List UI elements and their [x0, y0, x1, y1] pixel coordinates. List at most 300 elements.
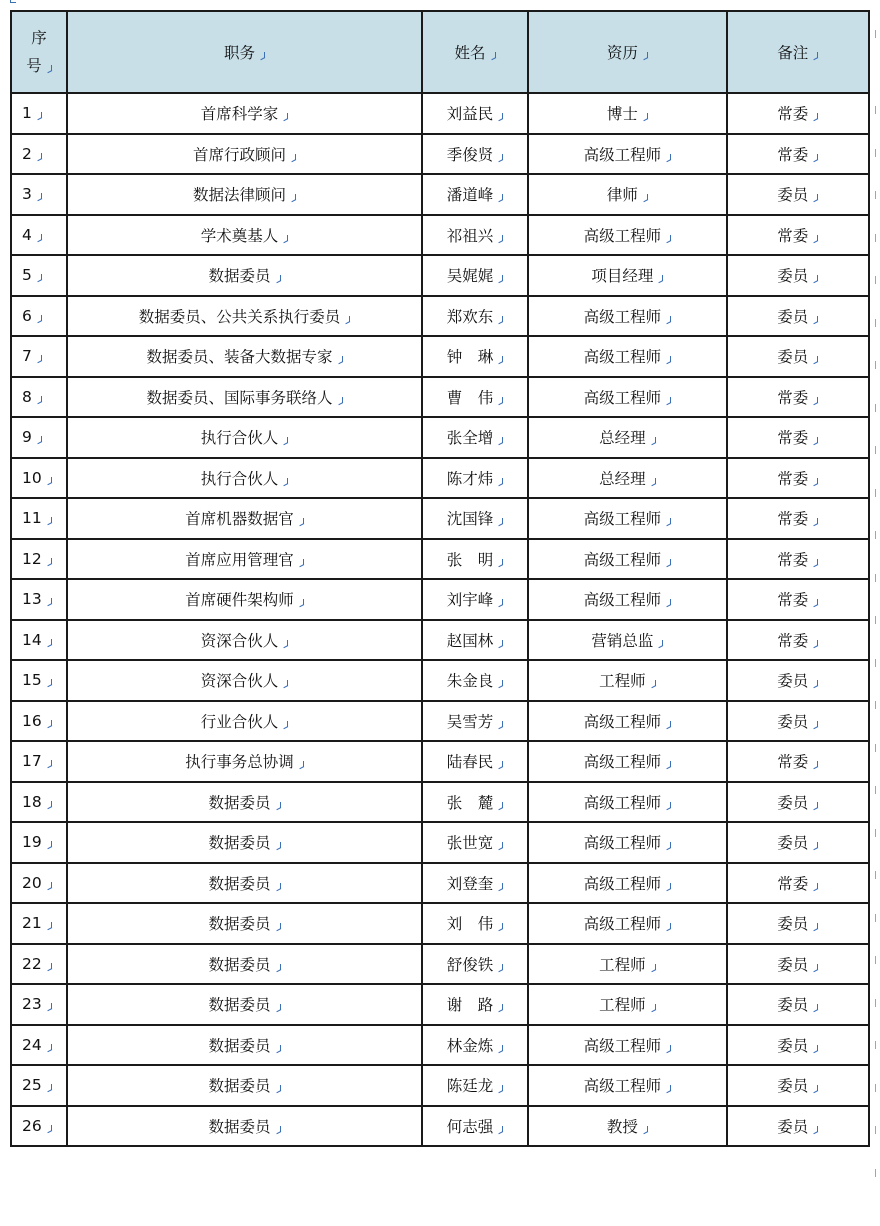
table-row [11, 296, 869, 337]
cell-num [11, 660, 67, 701]
cell-name [422, 1106, 528, 1147]
cell-name-text: 林金炼 [446, 1036, 494, 1055]
edge-mark-icon [875, 786, 876, 794]
cell-note-text: 委员 [777, 996, 809, 1015]
paragraph-mark-icon [665, 923, 671, 930]
edge-mark-icon [875, 106, 876, 114]
cell-num [11, 1106, 67, 1147]
cell-role-text: 数据委员 [208, 1117, 271, 1136]
cell-role [67, 944, 422, 985]
paragraph-mark-icon [497, 478, 503, 485]
cell-note [727, 296, 869, 337]
edge-mark-icon [875, 1169, 876, 1177]
table-row [11, 1106, 869, 1147]
paragraph-mark-icon [650, 964, 656, 971]
edge-mark-icon [875, 489, 876, 497]
cell-note-text: 委员 [777, 793, 809, 812]
cell-qualification-text: 高级工程师 [583, 307, 662, 326]
paragraph-mark-icon [650, 478, 656, 485]
paragraph-mark-icon [497, 680, 503, 687]
cell-role [67, 174, 422, 215]
table-row [11, 903, 869, 944]
cell-role [67, 782, 422, 823]
cell-role [67, 822, 422, 863]
cell-name-text: 陈廷龙 [446, 1077, 494, 1096]
cell-role [67, 336, 422, 377]
cell-num-text: 18 [22, 792, 42, 811]
cell-note [727, 660, 869, 701]
cell-note-text: 常委 [777, 591, 809, 610]
cell-name-text: 赵国林 [446, 631, 494, 650]
paragraph-mark-icon [812, 518, 818, 525]
cell-qualification [528, 134, 726, 175]
cell-name-text: 季俊贤 [446, 145, 494, 164]
cell-qualification-text: 高级工程师 [583, 834, 662, 853]
paragraph-mark-icon [46, 720, 52, 727]
cell-name-text: 吴娓娓 [446, 267, 494, 286]
cell-name-text: 舒俊铁 [446, 955, 494, 974]
table-row [11, 458, 869, 499]
cell-name [422, 174, 528, 215]
cell-role-text: 数据委员 [208, 996, 271, 1015]
paragraph-mark-icon [497, 559, 503, 566]
paragraph-mark-icon [812, 923, 818, 930]
paragraph-mark-icon [812, 640, 818, 647]
cell-qualification [528, 174, 726, 215]
header-name-label: 姓名 [454, 44, 486, 62]
paragraph-mark-icon [298, 761, 304, 768]
paragraph-mark-icon [282, 437, 288, 444]
table-row [11, 1025, 869, 1066]
cell-qualification [528, 336, 726, 377]
header-num-line2: 号 [26, 57, 42, 75]
table-row [11, 863, 869, 904]
paragraph-mark-icon [46, 639, 52, 646]
cell-name [422, 944, 528, 985]
edge-mark-icon [875, 531, 876, 539]
cell-num [11, 620, 67, 661]
paragraph-mark-icon [46, 801, 52, 808]
table-row [11, 741, 869, 782]
cell-note [727, 984, 869, 1025]
cell-num-text: 6 [22, 306, 32, 325]
paragraph-mark-icon [275, 842, 281, 849]
paragraph-mark-icon [665, 721, 671, 728]
paragraph-mark-icon [46, 477, 52, 484]
cell-note-text: 常委 [777, 550, 809, 569]
cell-role [67, 296, 422, 337]
cell-qualification [528, 903, 726, 944]
cell-role [67, 863, 422, 904]
cell-note [727, 782, 869, 823]
cell-num-text: 7 [22, 347, 32, 366]
cell-qualification [528, 93, 726, 134]
cell-qualification-text: 高级工程师 [583, 226, 662, 245]
cell-note-text: 常委 [777, 469, 809, 488]
paragraph-mark-icon [46, 922, 52, 929]
paragraph-mark-icon [812, 52, 818, 59]
cell-name-text: 张世宽 [446, 834, 494, 853]
cell-qualification [528, 215, 726, 256]
cell-qualification-text: 高级工程师 [583, 348, 662, 367]
table-row [11, 822, 869, 863]
cell-name-text: 陈才炜 [446, 469, 494, 488]
cell-qualification [528, 701, 726, 742]
cell-qualification-text: 博士 [606, 105, 638, 124]
edge-mark-icon [875, 276, 876, 284]
cell-num-text: 23 [22, 995, 42, 1014]
header-note [727, 11, 869, 93]
cell-role [67, 984, 422, 1025]
cell-name [422, 1025, 528, 1066]
paragraph-mark-icon [298, 559, 304, 566]
paragraph-mark-icon [46, 1003, 52, 1010]
cell-role [67, 1065, 422, 1106]
cell-num-text: 19 [22, 833, 42, 852]
paragraph-mark-icon [490, 52, 496, 59]
paragraph-mark-icon [812, 883, 818, 890]
cell-num [11, 296, 67, 337]
paragraph-mark-icon [812, 316, 818, 323]
cell-role [67, 255, 422, 296]
table-row [11, 134, 869, 175]
cell-note-text: 常委 [777, 510, 809, 529]
cell-num-text: 21 [22, 914, 42, 933]
cell-role-text: 首席应用管理官 [185, 550, 294, 569]
paragraph-mark-icon [665, 1085, 671, 1092]
paragraph-mark-icon [665, 1045, 671, 1052]
cell-qualification-text: 总经理 [599, 469, 646, 488]
cell-role-text: 行业合伙人 [200, 712, 279, 731]
paragraph-mark-icon [812, 356, 818, 363]
cell-qualification [528, 296, 726, 337]
paragraph-mark-icon [282, 680, 288, 687]
paragraph-mark-icon [46, 598, 52, 605]
cell-note [727, 134, 869, 175]
cell-num-text: 12 [22, 549, 42, 568]
cell-name-text: 潘道峰 [446, 186, 494, 205]
cell-num-text: 9 [22, 428, 32, 447]
paragraph-mark-icon [46, 1125, 52, 1132]
paragraph-mark-icon [344, 316, 350, 323]
paragraph-mark-icon [36, 112, 42, 119]
cell-note-text: 委员 [777, 1117, 809, 1136]
paragraph-mark-icon [36, 396, 42, 403]
anchor-mark [10, 0, 16, 3]
paragraph-mark-icon [275, 1126, 281, 1133]
edge-mark-icon [875, 234, 876, 242]
paragraph-mark-icon [290, 194, 296, 201]
paragraph-mark-icon [812, 113, 818, 120]
paragraph-mark-icon [36, 234, 42, 241]
cell-num [11, 822, 67, 863]
cell-note [727, 215, 869, 256]
cell-name-text: 沈国锋 [446, 510, 494, 529]
paragraph-mark-icon [665, 883, 671, 890]
table-row [11, 498, 869, 539]
cell-role-text: 数据委员 [208, 1036, 271, 1055]
paragraph-mark-icon [497, 194, 503, 201]
edge-mark-icon [875, 744, 876, 752]
cell-role [67, 579, 422, 620]
cell-qualification-text: 高级工程师 [583, 550, 662, 569]
cell-num-text: 24 [22, 1035, 42, 1054]
cell-name [422, 215, 528, 256]
cell-qualification [528, 377, 726, 418]
paragraph-mark-icon [812, 275, 818, 282]
cell-role-text: 执行合伙人 [200, 429, 279, 448]
cell-num-text: 22 [22, 954, 42, 973]
cell-role [67, 498, 422, 539]
cell-qualification [528, 539, 726, 580]
cell-name [422, 660, 528, 701]
cell-num [11, 903, 67, 944]
paragraph-mark-icon [497, 1045, 503, 1052]
paragraph-mark-icon [497, 802, 503, 809]
cell-name [422, 93, 528, 134]
cell-name-text: 朱金良 [446, 672, 494, 691]
paragraph-mark-icon [665, 397, 671, 404]
cell-qualification-text: 高级工程师 [583, 753, 662, 772]
cell-role-text: 数据委员 [208, 1077, 271, 1096]
cell-role-text: 数据委员 [208, 267, 271, 286]
edge-mark-icon [875, 829, 876, 837]
cell-name-text: 张 明 [446, 550, 494, 569]
cell-num-text: 15 [22, 671, 42, 690]
cell-note [727, 1106, 869, 1147]
cell-qualification [528, 1106, 726, 1147]
paragraph-mark-icon [812, 1126, 818, 1133]
paragraph-mark-icon [337, 397, 343, 404]
cell-qualification [528, 782, 726, 823]
cell-name [422, 336, 528, 377]
cell-note [727, 336, 869, 377]
right-edge-paragraph-marks [873, 16, 879, 1206]
paragraph-mark-icon [497, 1126, 503, 1133]
cell-role [67, 1106, 422, 1147]
cell-qualification [528, 863, 726, 904]
cell-role [67, 417, 422, 458]
cell-qualification-text: 高级工程师 [583, 510, 662, 529]
cell-num [11, 458, 67, 499]
cell-note [727, 944, 869, 985]
cell-role [67, 458, 422, 499]
cell-num-text: 11 [22, 509, 42, 528]
cell-name-text: 何志强 [446, 1117, 494, 1136]
table-row [11, 782, 869, 823]
paragraph-mark-icon [812, 721, 818, 728]
header-role-label: 职务 [224, 44, 256, 62]
cell-note-text: 常委 [777, 226, 809, 245]
table-row [11, 944, 869, 985]
cell-num-text: 2 [22, 144, 32, 163]
cell-role-text: 首席硬件架构师 [185, 591, 294, 610]
cell-role-text: 首席机器数据官 [185, 510, 294, 529]
cell-num [11, 417, 67, 458]
cell-qualification-text: 总经理 [599, 429, 646, 448]
cell-name [422, 903, 528, 944]
cell-role-text: 数据委员、公共关系执行委员 [138, 307, 341, 326]
cell-name-text: 张 麓 [446, 793, 494, 812]
cell-role [67, 93, 422, 134]
cell-role-text: 学术奠基人 [200, 226, 279, 245]
paragraph-mark-icon [290, 154, 296, 161]
paragraph-mark-icon [665, 235, 671, 242]
paragraph-mark-icon [497, 640, 503, 647]
cell-name [422, 134, 528, 175]
paragraph-mark-icon [497, 397, 503, 404]
cell-role-text: 数据委员 [208, 834, 271, 853]
cell-num-text: 1 [22, 104, 32, 123]
cell-role-text: 首席科学家 [200, 105, 279, 124]
paragraph-mark-icon [650, 680, 656, 687]
paragraph-mark-icon [46, 558, 52, 565]
cell-qualification-text: 工程师 [599, 672, 646, 691]
edge-mark-icon [875, 319, 876, 327]
edge-mark-icon [875, 191, 876, 199]
cell-note-text: 委员 [777, 1077, 809, 1096]
cell-note-text: 委员 [777, 1036, 809, 1055]
cell-num-text: 17 [22, 752, 42, 771]
cell-num-text: 26 [22, 1116, 42, 1135]
cell-note [727, 255, 869, 296]
cell-role-text: 数据委员、国际事务联络人 [146, 388, 333, 407]
cell-num [11, 255, 67, 296]
table-row [11, 1065, 869, 1106]
edge-mark-icon [875, 616, 876, 624]
cell-note [727, 539, 869, 580]
paragraph-mark-icon [275, 1045, 281, 1052]
paragraph-mark-icon [665, 599, 671, 606]
cell-note-text: 常委 [777, 874, 809, 893]
paragraph-mark-icon [812, 1045, 818, 1052]
paragraph-mark-icon [650, 1004, 656, 1011]
paragraph-mark-icon [36, 315, 42, 322]
cell-role-text: 执行事务总协调 [185, 753, 294, 772]
paragraph-mark-icon [642, 52, 648, 59]
cell-role [67, 539, 422, 580]
cell-name [422, 417, 528, 458]
header-num-line1: 序 [31, 29, 47, 47]
cell-role-text: 数据委员 [208, 793, 271, 812]
paragraph-mark-icon [812, 761, 818, 768]
cell-name [422, 296, 528, 337]
cell-role-text: 执行合伙人 [200, 469, 279, 488]
cell-role-text: 数据委员 [208, 874, 271, 893]
paragraph-mark-icon [642, 113, 648, 120]
cell-note [727, 1065, 869, 1106]
cell-qualification [528, 822, 726, 863]
cell-role [67, 741, 422, 782]
paragraph-mark-icon [665, 802, 671, 809]
paragraph-mark-icon [642, 194, 648, 201]
cell-name-text: 钟 琳 [446, 348, 494, 367]
paragraph-mark-icon [46, 65, 52, 72]
cell-num [11, 336, 67, 377]
paragraph-mark-icon [665, 154, 671, 161]
header-note-label: 备注 [777, 44, 809, 62]
paragraph-mark-icon [497, 1004, 503, 1011]
edge-mark-icon [875, 446, 876, 454]
cell-name [422, 863, 528, 904]
paragraph-mark-icon [497, 275, 503, 282]
table-row [11, 417, 869, 458]
cell-name [422, 782, 528, 823]
cell-role [67, 701, 422, 742]
paragraph-mark-icon [36, 193, 42, 200]
cell-note-text: 常委 [777, 753, 809, 772]
paragraph-mark-icon [657, 640, 663, 647]
paragraph-mark-icon [497, 1085, 503, 1092]
paragraph-mark-icon [665, 761, 671, 768]
cell-num [11, 782, 67, 823]
cell-role-text: 数据委员 [208, 915, 271, 934]
cell-qualification-text: 高级工程师 [583, 1036, 662, 1055]
cell-note-text: 委员 [777, 712, 809, 731]
cell-role [67, 660, 422, 701]
cell-note-text: 委员 [777, 834, 809, 853]
cell-note [727, 93, 869, 134]
paragraph-mark-icon [275, 802, 281, 809]
cell-qualification-text: 工程师 [599, 955, 646, 974]
cell-num-text: 8 [22, 387, 32, 406]
paragraph-mark-icon [497, 761, 503, 768]
cell-note-text: 委员 [777, 307, 809, 326]
cell-num-text: 3 [22, 185, 32, 204]
paragraph-mark-icon [812, 397, 818, 404]
paragraph-mark-icon [812, 437, 818, 444]
cell-qualification [528, 417, 726, 458]
table-row [11, 377, 869, 418]
cell-note [727, 417, 869, 458]
cell-note-text: 常委 [777, 105, 809, 124]
paragraph-mark-icon [275, 964, 281, 971]
paragraph-mark-icon [282, 721, 288, 728]
paragraph-mark-icon [275, 923, 281, 930]
paragraph-mark-icon [497, 923, 503, 930]
edge-mark-icon [875, 361, 876, 369]
paragraph-mark-icon [812, 478, 818, 485]
paragraph-mark-icon [497, 113, 503, 120]
edge-mark-icon [875, 1126, 876, 1134]
cell-note-text: 常委 [777, 429, 809, 448]
cell-note [727, 863, 869, 904]
cell-qualification-text: 高级工程师 [583, 915, 662, 934]
cell-qualification-text: 高级工程师 [583, 793, 662, 812]
cell-qualification-text: 律师 [606, 186, 638, 205]
cell-note [727, 903, 869, 944]
cell-num-text: 10 [22, 468, 42, 487]
edge-mark-icon [875, 404, 876, 412]
cell-name [422, 1065, 528, 1106]
cell-qualification [528, 984, 726, 1025]
cell-name [422, 498, 528, 539]
cell-note-text: 委员 [777, 348, 809, 367]
header-name [422, 11, 528, 93]
edge-mark-icon [875, 1041, 876, 1049]
paragraph-mark-icon [497, 356, 503, 363]
cell-name-text: 曹 伟 [446, 388, 494, 407]
cell-qualification [528, 458, 726, 499]
header-num [11, 11, 67, 93]
cell-qualification-text: 高级工程师 [583, 874, 662, 893]
paragraph-mark-icon [665, 842, 671, 849]
cell-qualification [528, 741, 726, 782]
header-qualification [528, 11, 726, 93]
cell-role [67, 903, 422, 944]
cell-qualification [528, 498, 726, 539]
edge-mark-icon [875, 30, 876, 38]
